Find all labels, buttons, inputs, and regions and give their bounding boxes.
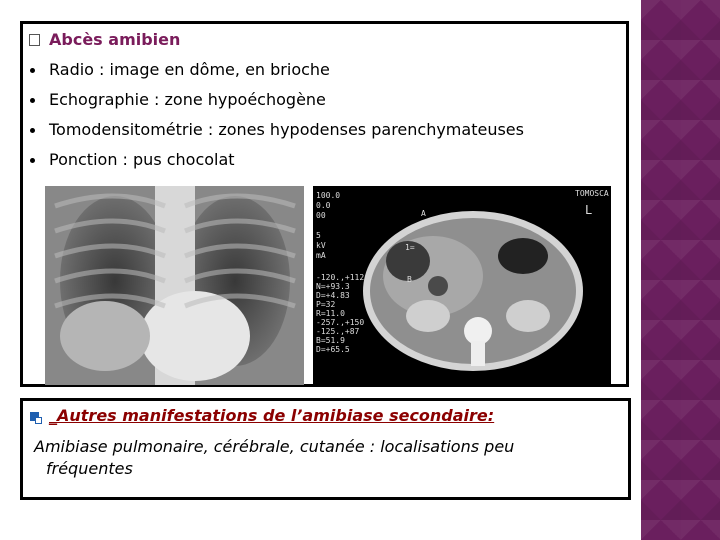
ct-text: mA	[316, 251, 326, 260]
ct-text: D=+65.5	[316, 345, 350, 354]
autres-heading: _Autres manifestations de l’amibiase secondaire:	[49, 406, 495, 425]
ct-text: 5	[316, 231, 321, 240]
ct-text: N=+93.3	[316, 282, 350, 291]
ct-text: B	[407, 275, 412, 284]
ct-text: 1=	[405, 243, 415, 252]
ct-text: 100.0	[316, 191, 341, 200]
ct-text: D=+4.83	[316, 291, 350, 300]
bullet-dot-icon	[30, 68, 35, 73]
ct-text: B=51.9	[316, 336, 345, 345]
ct-text: -257.,+150	[316, 318, 365, 327]
bullet-item	[30, 60, 330, 80]
bullet-item	[30, 120, 524, 140]
heading-line	[30, 30, 180, 50]
amibiase-text	[34, 436, 594, 480]
ct-text: L	[585, 203, 593, 217]
ct-text: TOMOSCA	[575, 189, 609, 198]
bullet-item	[30, 90, 326, 110]
bullet-dot-icon	[30, 158, 35, 163]
bullet-text: Radio : image en dôme, en brioche	[49, 60, 330, 79]
bullet-text: Ponction : pus chocolat	[49, 150, 235, 169]
ct-text: P=32	[316, 300, 336, 309]
ct-text: kV	[316, 241, 326, 250]
slide-heading: Abcès amibien	[49, 30, 181, 49]
ct-text: A	[421, 209, 426, 218]
ct-scan-image	[313, 186, 611, 385]
ct-text: -125.,+87	[316, 327, 360, 336]
bullet-text: Echographie : zone hypoéchogène	[49, 90, 326, 109]
checkbox-bullet-icon	[29, 34, 40, 46]
bullet-dot-icon	[30, 98, 35, 103]
ct-text: R=11.0	[316, 309, 345, 318]
bullet-text: Tomodensitométrie : zones hypodenses parenchymateuses	[49, 120, 524, 139]
amibiase-line: Amibiase pulmonaire, cérébrale, cutanée : localisations peu	[34, 437, 515, 456]
decorative-sidebar	[641, 0, 720, 540]
autres-line	[30, 406, 494, 426]
bullet-item	[30, 150, 235, 170]
chest-xray-image	[45, 186, 304, 385]
amibiase-line: fréquentes	[46, 459, 133, 478]
ct-text: -120.,+112	[316, 273, 365, 282]
ct-text: 00	[316, 211, 326, 220]
bullet-dot-icon	[30, 128, 35, 133]
ct-text: 0.0	[316, 201, 331, 210]
square-bullet-icon	[30, 412, 39, 421]
